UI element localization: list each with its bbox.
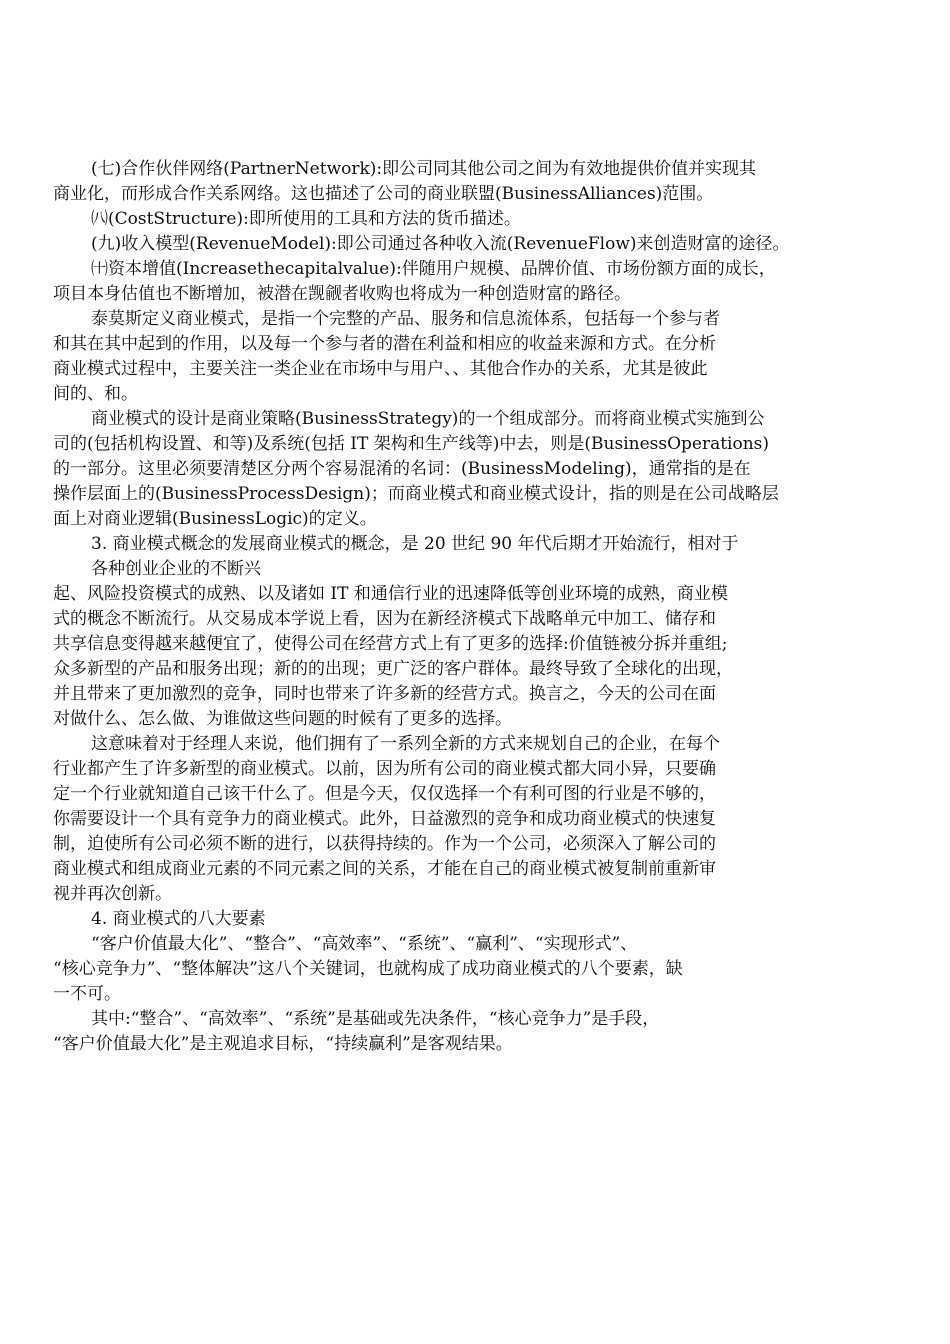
paragraph-capital-value (53, 257, 875, 307)
text-line: 共享信息变得越来越便宜了，使得公司在经营方式上有了更多的选择:价值链被分拆并重组; (53, 634, 728, 654)
paragraph-managers (53, 732, 875, 907)
paragraph-timmers-definition (53, 307, 875, 407)
text-line: 面上对商业逻辑(BusinessLogic)的定义。 (53, 509, 377, 529)
text-line: 3. 商业模式概念的发展商业模式的概念，是 20 世纪 90 年代后期才开始流行，相对于 (91, 534, 739, 554)
text-line: 其中:“整合”、“高效率”、“系统”是基础或先决条件，“核心竞争力”是手段， (91, 1009, 660, 1029)
text-line: 商业模式过程中，主要关注一类企业在市场中与用户、、其他合作办的关系，尤其是彼此 (53, 359, 708, 379)
paragraph-model-design (53, 407, 875, 532)
text-line: 式的概念不断流行。从交易成本学说上看，因为在新经济模式下战略单元中加工、储存和 (53, 609, 716, 629)
text-line: “客户价值最大化”、“整合”、“高效率”、“系统”、“赢利”、“实现形式”、 (91, 934, 638, 954)
text-line: ㈧(CostStructure):即所使用的工具和方法的货币描述。 (91, 209, 521, 229)
text-line: 视并再次创新。 (53, 884, 172, 904)
text-line: 间的、和。 (53, 384, 138, 404)
text-line: 司的(包括机构设置、和等)及系统(包括 IT 架构和生产线等)中去，则是(BusinessOperations) (53, 434, 770, 454)
paragraph-elements-summary (53, 1007, 875, 1057)
paragraph-eight-elements (53, 932, 875, 1007)
text-line: (九)收入模型(RevenueModel):即公司通过各种收入流(RevenueFlow)来创造财富的途径。 (91, 234, 790, 254)
text-line: 行业都产生了许多新型的商业模式。以前，因为所有公司的商业模式都大同小异，只要确 (53, 759, 716, 779)
text-line: 这意味着对于经理人来说，他们拥有了一系列全新的方式来规划自己的企业，在每个 (91, 734, 720, 754)
text-line: (七)合作伙伴网络(PartnerNetwork):即公司同其他公司之间为有效地提供价值并实现其 (91, 159, 757, 179)
text-line: 定一个行业就知道自己该干什么了。但是今天，仅仅选择一个有利可图的行业是不够的， (53, 784, 716, 804)
text-line: 4. 商业模式的八大要素 (91, 909, 266, 929)
text-line: “客户价值最大化”是主观追求目标，“持续赢利”是客观结果。 (53, 1034, 513, 1054)
paragraph-revenue-model (53, 232, 875, 257)
text-line: 商业化，而形成合作关系网络。这也描述了公司的商业联盟(BusinessAlliances)范围。 (53, 184, 714, 204)
section-heading-3 (53, 532, 875, 582)
text-line: 众多新型的产品和服务出现；新的的出现；更广泛的客户群体。最终导致了全球化的出现， (53, 659, 733, 679)
text-line: “核心竞争力”、“整体解决”这八个关键词，也就构成了成功商业模式的八个要素，缺 (53, 959, 683, 979)
text-line: 并且带来了更加激烈的竞争，同时也带来了许多新的经营方式。换言之，今天的公司在面 (53, 684, 716, 704)
text-line: 和其在其中起到的作用，以及每一个参与者的潜在利益和相应的收益来源和方式。在分析 (53, 334, 716, 354)
document-body (53, 157, 875, 1057)
text-line: 一不可。 (53, 984, 121, 1004)
text-line: 制，迫使所有公司必须不断的进行，以获得持续的。作为一个公司，必须深入了解公司的 (53, 834, 716, 854)
text-line: 你需要设计一个具有竞争力的商业模式。此外，日益激烈的竞争和成功商业模式的快速复 (53, 809, 716, 829)
text-line: ㈩资本增值(Increasethecapitalvalue):伴随用户规模、品牌价值、市场份额方面的成长， (91, 259, 776, 279)
text-line: 商业模式和组成商业元素的不同元素之间的关系，才能在自己的商业模式被复制前重新审 (53, 859, 716, 879)
text-line: 起、风险投资模式的成熟、以及诸如 IT 和通信行业的迅速降低等创业环境的成熟，商业模 (53, 584, 728, 604)
text-line: 操作层面上的(BusinessProcessDesign)；而商业模式和商业模式设计，指的则是在公司战略层 (53, 484, 779, 504)
paragraph-cost-structure (53, 207, 875, 232)
paragraph-concept-development (53, 582, 875, 732)
text-line: 项目本身估值也不断增加，被潜在觊觎者收购也将成为一种创造财富的路径。 (53, 284, 631, 304)
text-line: 泰莫斯定义商业模式，是指一个完整的产品、服务和信息流体系，包括每一个参与者 (91, 309, 720, 329)
text-line: 的一部分。这里必须要清楚区分两个容易混淆的名词：(BusinessModeling)，通常指的是在 (53, 459, 751, 479)
paragraph-partner-network (53, 157, 875, 207)
text-line: 对做什么、怎么做、为谁做这些问题的时候有了更多的选择。 (53, 709, 512, 729)
section-heading-4 (53, 907, 875, 932)
text-line: 商业模式的设计是商业策略(BusinessStrategy)的一个组成部分。而将商业模式实施到公 (91, 409, 765, 429)
text-line: 各种创业企业的不断兴 (91, 559, 261, 579)
